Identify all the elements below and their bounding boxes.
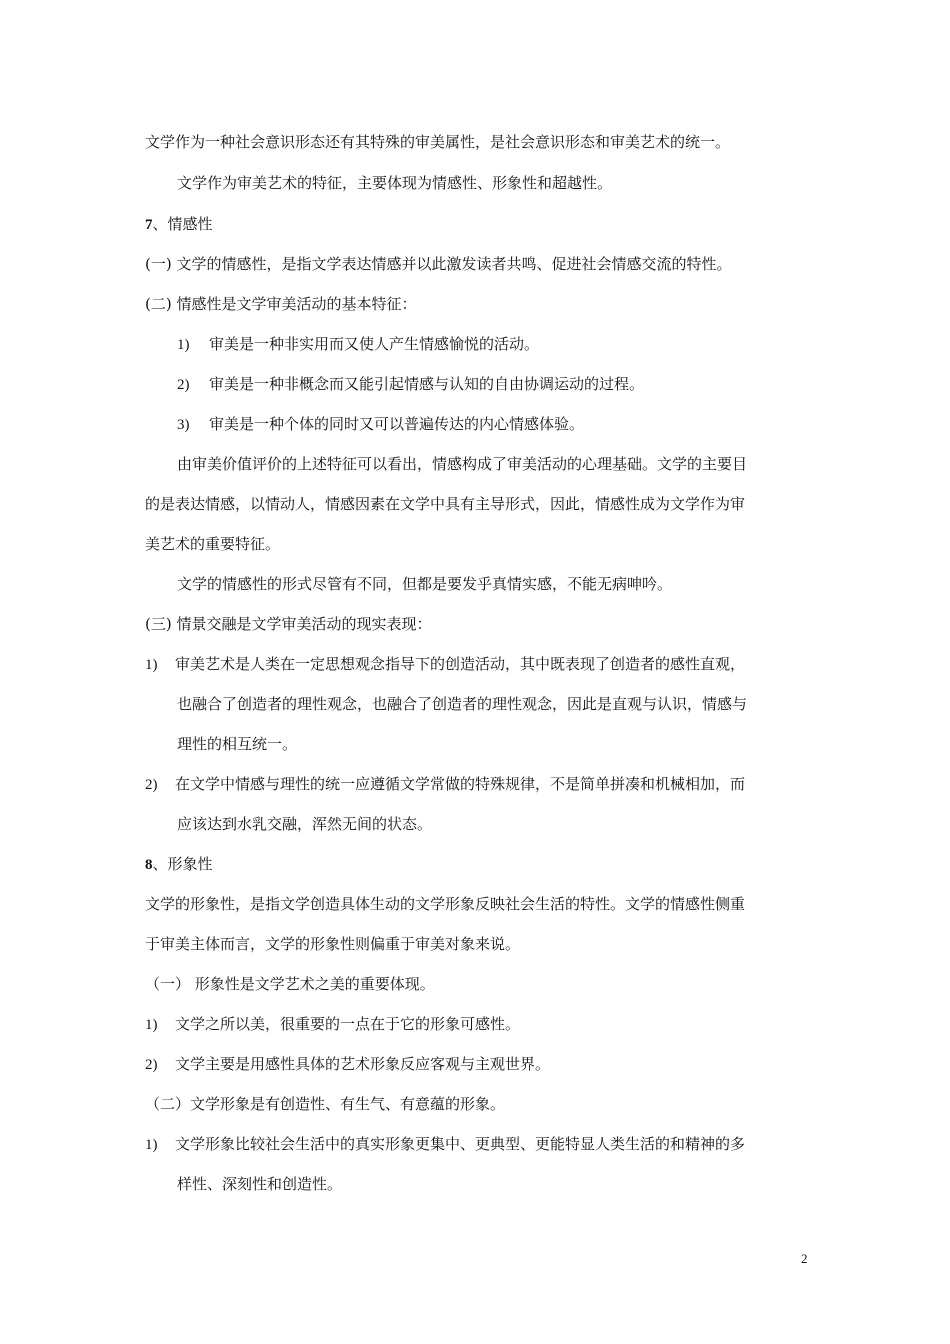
paragraph-line xyxy=(145,613,810,635)
list-number: 1) xyxy=(177,337,190,353)
list-number: 2) xyxy=(145,1057,158,1073)
text: 文学的情感性的形式尽管有不同，但都是要发乎真情实感，不能无病呻吟。 xyxy=(177,575,673,593)
section-heading xyxy=(145,853,810,876)
text: 应该达到水乳交融，浑然无间的状态。 xyxy=(177,815,433,833)
paragraph-line xyxy=(145,1093,810,1115)
text: 由审美价值评价的上述特征可以看出，情感构成了审美活动的心理基础。文学的主要目 xyxy=(177,455,748,473)
paragraph-line xyxy=(145,533,810,555)
text: 于审美主体而言，文学的形象性则偏重于审美对象来说。 xyxy=(145,935,521,953)
section-title: 、情感性 xyxy=(152,215,213,233)
text: 在文学中情感与理性的统一应遵循文学常做的特殊规律，不是简单拼凑和机械相加，而 xyxy=(175,775,746,793)
list-item-continuation xyxy=(177,693,842,715)
list-item xyxy=(145,1013,810,1036)
text: 文学作为一种社会意识形态还有其特殊的审美属性，是社会意识形态和审美艺术的统一。 xyxy=(145,133,731,151)
text: 审美是一种非实用而又使人产生情感愉悦的活动。 xyxy=(209,335,540,353)
text: 文学的形象性，是指文学创造具体生动的文学形象反映社会生活的特性。文学的情感性侧重 xyxy=(145,895,746,913)
paragraph-line xyxy=(177,453,842,475)
page-number: 2 xyxy=(801,1251,808,1266)
list-number: 2) xyxy=(177,377,190,393)
section-heading xyxy=(145,213,810,236)
paragraph-line xyxy=(145,973,810,995)
list-number: 1) xyxy=(145,657,158,673)
paragraph-line xyxy=(145,893,810,915)
text: （一） 形象性是文学艺术之美的重要体现。 xyxy=(145,975,435,993)
text: 审美艺术是人类在一定思想观念指导下的创造活动，其中既表现了创造者的感性直观， xyxy=(175,655,746,673)
paragraph-line xyxy=(177,573,842,595)
text: 文学主要是用感性具体的艺术形象反应客观与主观世界。 xyxy=(175,1055,551,1073)
section-title: 、形象性 xyxy=(152,855,213,873)
list-number: 2) xyxy=(145,777,158,793)
list-item xyxy=(177,333,842,356)
text: 文学形象比较社会生活中的真实形象更集中、更典型、更能特显人类生活的和精神的多 xyxy=(175,1135,746,1153)
paragraph-line xyxy=(145,933,810,955)
text: 美艺术的重要特征。 xyxy=(145,535,281,553)
list-number: 3) xyxy=(177,417,190,433)
paragraph-line xyxy=(145,493,810,515)
list-item-continuation xyxy=(177,733,842,755)
text: 文学作为审美艺术的特征，主要体现为情感性、形象性和超越性。 xyxy=(177,174,613,192)
paragraph-line xyxy=(145,293,810,315)
text: (三) 情景交融是文学审美活动的现实表现： xyxy=(145,615,432,633)
list-item-continuation xyxy=(177,1173,842,1195)
list-item xyxy=(177,413,842,436)
list-item-continuation xyxy=(177,813,842,835)
text: （二）文学形象是有创造性、有生气、有意蕴的形象。 xyxy=(145,1095,506,1113)
list-number: 1) xyxy=(145,1137,158,1153)
section-number: 8 xyxy=(145,857,153,873)
text: 审美是一种个体的同时又可以普遍传达的内心情感体验。 xyxy=(209,415,585,433)
list-item xyxy=(177,373,842,396)
list-item xyxy=(145,773,810,796)
list-item xyxy=(145,653,810,676)
list-number: 1) xyxy=(145,1017,158,1033)
text: (二) 情感性是文学审美活动的基本特征： xyxy=(145,295,417,313)
text: 文学之所以美，很重要的一点在于它的形象可感性。 xyxy=(175,1015,521,1033)
section-number: 7 xyxy=(145,217,153,233)
text: 样性、深刻性和创造性。 xyxy=(177,1175,343,1193)
list-item xyxy=(145,1133,810,1156)
paragraph-line xyxy=(145,253,810,275)
text: (一) 文学的情感性，是指文学表达情感并以此激发读者共鸣、促进社会情感交流的特性。 xyxy=(145,255,732,273)
text: 的是表达情感，以情动人，情感因素在文学中具有主导形式，因此，情感性成为文学作为审 xyxy=(145,495,746,513)
paragraph-line xyxy=(145,131,810,153)
list-item xyxy=(145,1053,810,1076)
text: 理性的相互统一。 xyxy=(177,735,298,753)
text: 审美是一种非概念而又能引起情感与认知的自由协调运动的过程。 xyxy=(209,375,645,393)
text: 也融合了创造者的理性观念，也融合了创造者的理性观念，因此是直观与认识，情感与 xyxy=(177,695,748,713)
paragraph-line xyxy=(177,172,842,194)
